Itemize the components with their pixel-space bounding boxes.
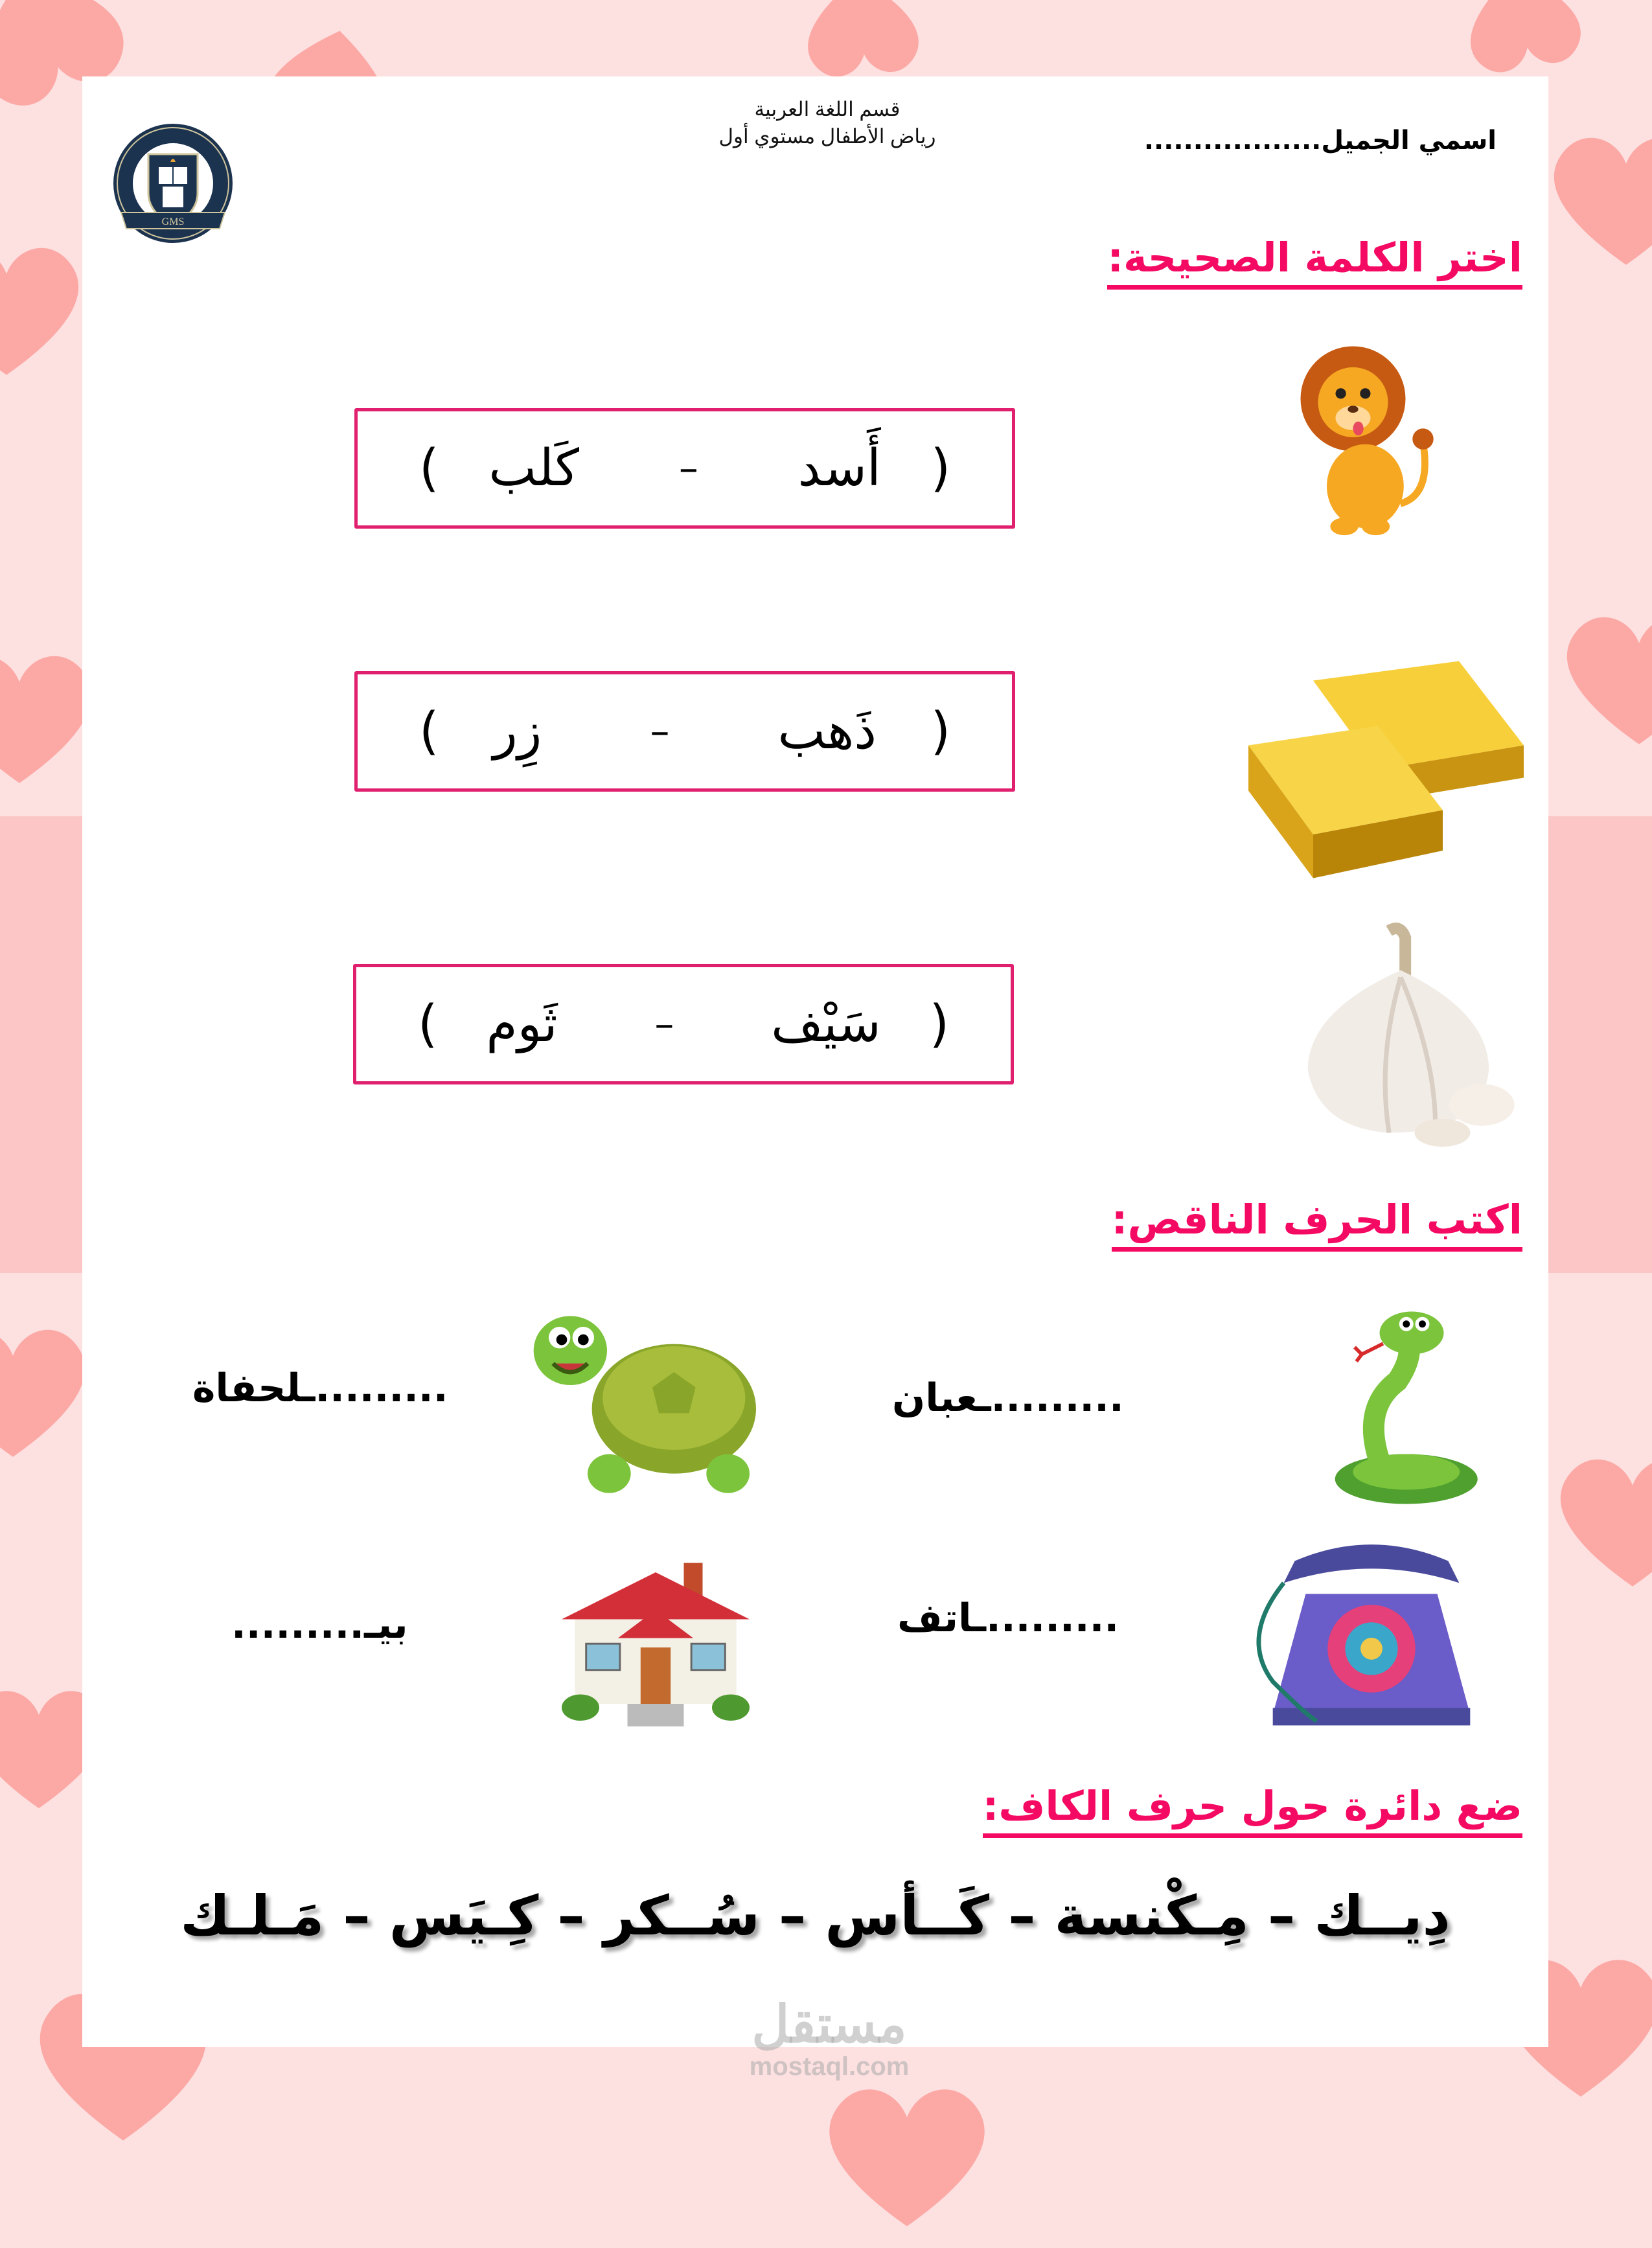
turtle-picture bbox=[523, 1288, 782, 1508]
heart-decoration-icon bbox=[1548, 1425, 1652, 1620]
close-paren: ) bbox=[418, 995, 438, 1053]
option-b[interactable]: زِر bbox=[493, 702, 542, 761]
missing-letter-house[interactable]: بيـ......... bbox=[231, 1602, 408, 1647]
heart-decoration-icon bbox=[0, 214, 91, 408]
section-title-missing-letter: اكتب الحرف الناقص: bbox=[1112, 1194, 1522, 1252]
header-info bbox=[601, 96, 1054, 150]
option-a[interactable]: سَيْف bbox=[771, 995, 881, 1053]
name-label: اسمي الجميل bbox=[1321, 126, 1497, 155]
worksheet-page bbox=[82, 76, 1548, 2047]
gold-bars-picture bbox=[1216, 647, 1540, 893]
section-title-choose-word: اختر الكلمة الصحيحة: bbox=[1107, 232, 1522, 290]
open-paren: ( bbox=[930, 702, 950, 761]
lion-picture bbox=[1274, 332, 1449, 553]
snake-picture bbox=[1307, 1301, 1488, 1515]
mostaql-watermark bbox=[713, 1995, 946, 2080]
separator: – bbox=[678, 446, 698, 491]
garlic-picture bbox=[1261, 919, 1540, 1152]
close-paren: ) bbox=[419, 439, 439, 498]
kaf-words-line[interactable]: دِيــك – مِـكْنسة – كَــأس – سُــكر – كِـيَس – مَـلـك bbox=[180, 1884, 1451, 1947]
heart-decoration-icon bbox=[1542, 104, 1652, 298]
option-a[interactable]: أَسد bbox=[797, 439, 881, 498]
level-label: رياض الأطفال مستوي أول bbox=[718, 125, 936, 148]
open-paren: ( bbox=[929, 995, 949, 1053]
watermark-latin: mostaql.com bbox=[749, 2052, 910, 2081]
name-blank[interactable]: .................. bbox=[1143, 126, 1322, 155]
missing-letter-turtle[interactable]: .........ـلحفاة bbox=[192, 1366, 448, 1411]
separator: – bbox=[654, 1002, 674, 1047]
missing-letter-telephone[interactable]: .........ـاتف bbox=[897, 1596, 1119, 1641]
choice-box-2[interactable] bbox=[354, 671, 1015, 792]
choice-box-3[interactable] bbox=[353, 964, 1014, 1084]
option-b[interactable]: ثَوم bbox=[486, 995, 558, 1053]
separator: – bbox=[650, 709, 670, 754]
watermark-arabic: مستقل bbox=[751, 1995, 907, 2053]
logo-initials: GMS bbox=[161, 216, 185, 227]
student-name-field[interactable] bbox=[1144, 126, 1497, 155]
house-picture bbox=[549, 1554, 763, 1741]
heart-decoration-icon bbox=[1555, 583, 1652, 777]
choice-box-1[interactable] bbox=[354, 408, 1015, 529]
telephone-picture bbox=[1229, 1528, 1514, 1748]
section-title-circle-kaf: ضع دائرة حول حرف الكاف: bbox=[983, 1780, 1522, 1838]
close-paren: ) bbox=[419, 702, 439, 761]
heart-decoration-icon bbox=[777, 2067, 1037, 2248]
open-paren: ( bbox=[930, 439, 950, 498]
missing-letter-snake[interactable]: .........ـعبان bbox=[892, 1375, 1124, 1421]
option-b[interactable]: كَلب bbox=[488, 439, 579, 498]
school-logo bbox=[108, 122, 238, 251]
department-label: قسم اللغة العربية bbox=[754, 98, 901, 120]
option-a[interactable]: ذَهب bbox=[777, 702, 877, 761]
